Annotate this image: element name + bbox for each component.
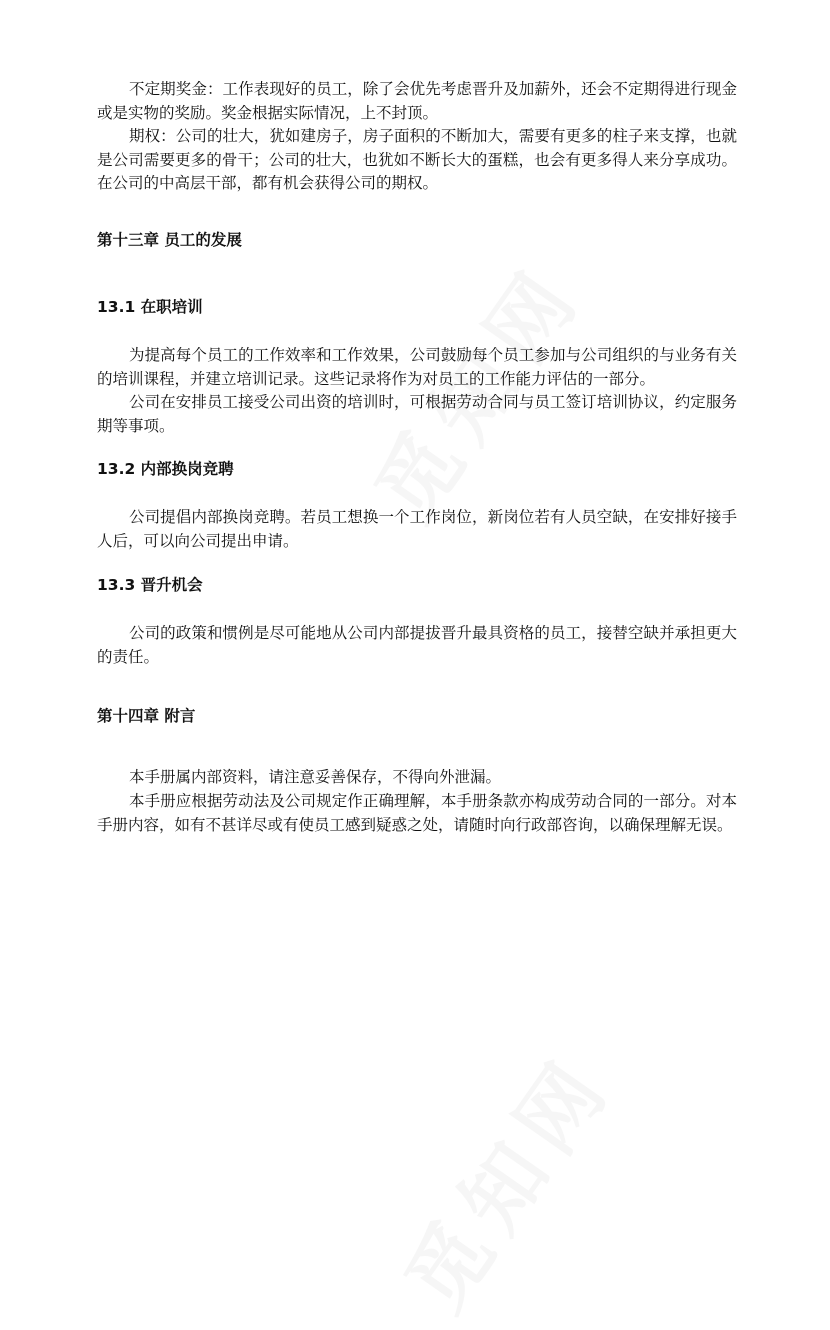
paragraph-training-1: 为提高每个员工的工作效率和工作效果，公司鼓励每个员工参加与公司组织的与业务有关的培训课程，并建立培训记录。这些记录将作为对员工的工作能力评估的一部分。 (97, 346, 737, 388)
watermark-bottom (373, 1027, 634, 1330)
section-13-1-title: 13.1 在职培训 (97, 298, 203, 316)
section-13-2-title: 13.2 内部换岗竞聘 (97, 460, 234, 478)
paragraph-postscript-1: 本手册属内部资料，请注意妥善保存，不得向外泄漏。 (129, 768, 502, 786)
chapter-13-title: 第十三章 员工的发展 (97, 231, 242, 249)
chapter-14-title: 第十四章 附言 (97, 707, 196, 725)
paragraph-job-rotation: 公司提倡内部换岗竞聘。若员工想换一个工作岗位，新岗位若有人员空缺，在安排好接手人后，可以向公司提出申请。 (97, 508, 737, 550)
paragraph-postscript-2: 本手册应根据劳动法及公司规定作正确理解，本手册条款亦构成劳动合同的一部分。对本手册内容，如有不甚详尽或有使员工感到疑惑之处，请随时向行政部咨询，以确保理解无误。 (97, 792, 737, 834)
paragraph-promotion: 公司的政策和惯例是尽可能地从公司内部提拔晋升最具资格的员工，接替空缺并承担更大的责任。 (97, 624, 737, 666)
paragraph-bonus: 不定期奖金：工作表现好的员工，除了会优先考虑晋升及加薪外，还会不定期得进行现金或是实物的奖励。奖金根据实际情况，上不封顶。 (97, 80, 737, 122)
section-13-3-title: 13.3 晋升机会 (97, 576, 203, 594)
paragraph-training-2: 公司在安排员工接受公司出资的培训时，可根据劳动合同与员工签订培训协议，约定服务期等事项。 (97, 393, 737, 435)
paragraph-options: 期权：公司的壮大，犹如建房子，房子面积的不断加大，需要有更多的柱子来支撑，也就是公司需要更多的骨干；公司的壮大，也犹如不断长大的蛋糕，也会有更多得人来分享成功。在公司的中高层干部，都有机会获得公司的期权。 (97, 127, 737, 192)
